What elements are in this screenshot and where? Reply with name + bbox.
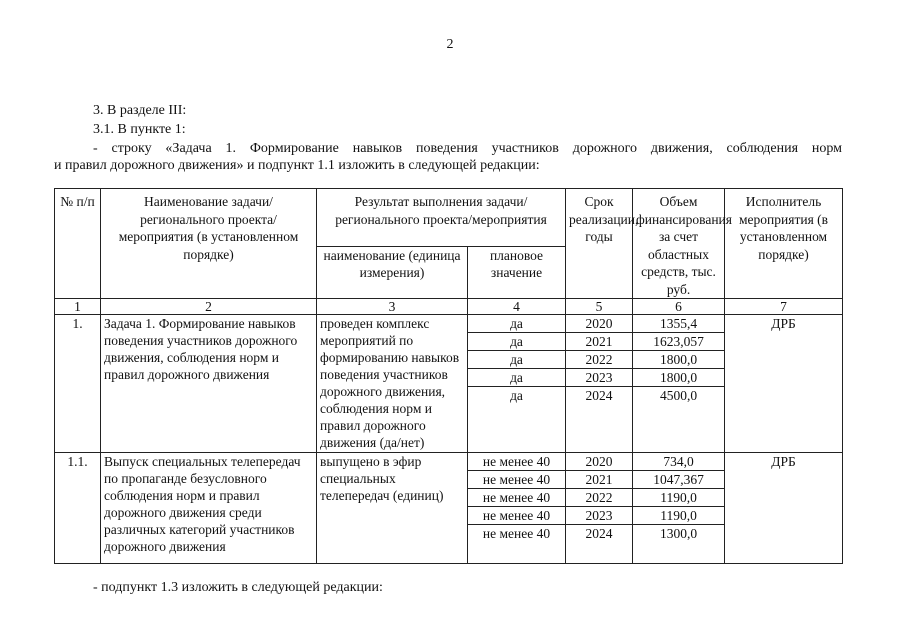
footer-instruction: - подпункт 1.3 изложить в следующей редакции: bbox=[93, 580, 383, 595]
year: 2022 bbox=[566, 489, 633, 507]
result-name: выпущено в эфир специальных телепередач (единиц) bbox=[317, 453, 468, 564]
measures-table bbox=[54, 188, 843, 564]
plan-value: да bbox=[468, 333, 566, 351]
header-num: № п/п bbox=[55, 189, 101, 299]
amount: 1355,4 bbox=[633, 315, 725, 333]
amount: 1190,0 bbox=[633, 489, 725, 507]
executor: ДРБ bbox=[725, 315, 843, 453]
result-name: проведен комплекс мероприятий по формированию навыков поведения участников дорожного движения, соблюдения норм и правил дорожного движения (да/нет) bbox=[317, 315, 468, 453]
task-name: Выпуск специальных телепередач по пропаганде безусловного соблюдения норм и правил дорожного движения среди различных категорий участников дорожного движения bbox=[101, 453, 317, 564]
amount: 1800,0 bbox=[633, 369, 725, 387]
amount: 1300,0 bbox=[633, 525, 725, 564]
year: 2023 bbox=[566, 507, 633, 525]
section-heading: 3. В разделе III: bbox=[93, 103, 187, 118]
year: 2020 bbox=[566, 315, 633, 333]
year: 2024 bbox=[566, 525, 633, 564]
filler-cell bbox=[566, 404, 633, 453]
header-task-name: Наименование задачи/ регионального проекта/ мероприятия (в установленном порядке) bbox=[101, 189, 317, 299]
col-number: 3 bbox=[317, 299, 468, 315]
plan-value: да bbox=[468, 369, 566, 387]
col-number: 1 bbox=[55, 299, 101, 315]
header-result-plan: плановое значение bbox=[468, 246, 566, 298]
header-executor: Исполнитель мероприятия (в установленном порядке) bbox=[725, 189, 843, 299]
instruction-line-2: и правил дорожного движения» и подпункт 1.1 изложить в следующей редакции: bbox=[54, 158, 540, 173]
col-number: 5 bbox=[566, 299, 633, 315]
row-num: 1.1. bbox=[55, 453, 101, 564]
col-number: 7 bbox=[725, 299, 843, 315]
table-row bbox=[55, 315, 843, 333]
header-result: Результат выполнения задачи/регионального проекта/мероприятия bbox=[317, 189, 566, 247]
filler-cell bbox=[468, 404, 566, 453]
task-name: Задача 1. Формирование навыков поведения участников дорожного движения, соблюдения норм и правил дорожного движения bbox=[101, 315, 317, 453]
amount: 4500,0 bbox=[633, 387, 725, 405]
page-number: 2 bbox=[446, 37, 454, 52]
filler-cell bbox=[633, 404, 725, 453]
amount: 1623,057 bbox=[633, 333, 725, 351]
plan-value: не менее 40 bbox=[468, 453, 566, 471]
plan-value: не менее 40 bbox=[468, 471, 566, 489]
executor: ДРБ bbox=[725, 453, 843, 564]
plan-value: не менее 40 bbox=[468, 525, 566, 564]
plan-value: да bbox=[468, 351, 566, 369]
column-numbers-row bbox=[55, 299, 843, 315]
year: 2020 bbox=[566, 453, 633, 471]
year: 2023 bbox=[566, 369, 633, 387]
amount: 1047,367 bbox=[633, 471, 725, 489]
header-funding: Объем финансирования за счет областных средств, тыс. руб. bbox=[633, 189, 725, 299]
col-number: 2 bbox=[101, 299, 317, 315]
year: 2024 bbox=[566, 387, 633, 405]
plan-value: да bbox=[468, 315, 566, 333]
col-number: 6 bbox=[633, 299, 725, 315]
year: 2022 bbox=[566, 351, 633, 369]
table-row bbox=[55, 453, 843, 471]
header-term: Срок реализации, годы bbox=[566, 189, 633, 299]
instruction-line-1: - строку «Задача 1. Формирование навыков поведения участников дорожного движения, соблюдения норм bbox=[93, 141, 842, 156]
col-number: 4 bbox=[468, 299, 566, 315]
year: 2021 bbox=[566, 471, 633, 489]
row-num: 1. bbox=[55, 315, 101, 453]
plan-value: да bbox=[468, 387, 566, 405]
amount: 1800,0 bbox=[633, 351, 725, 369]
plan-value: не менее 40 bbox=[468, 489, 566, 507]
year: 2021 bbox=[566, 333, 633, 351]
amount: 1190,0 bbox=[633, 507, 725, 525]
amount: 734,0 bbox=[633, 453, 725, 471]
header-result-name: наименование (единица измерения) bbox=[317, 246, 468, 298]
plan-value: не менее 40 bbox=[468, 507, 566, 525]
item-heading: 3.1. В пункте 1: bbox=[93, 122, 186, 137]
